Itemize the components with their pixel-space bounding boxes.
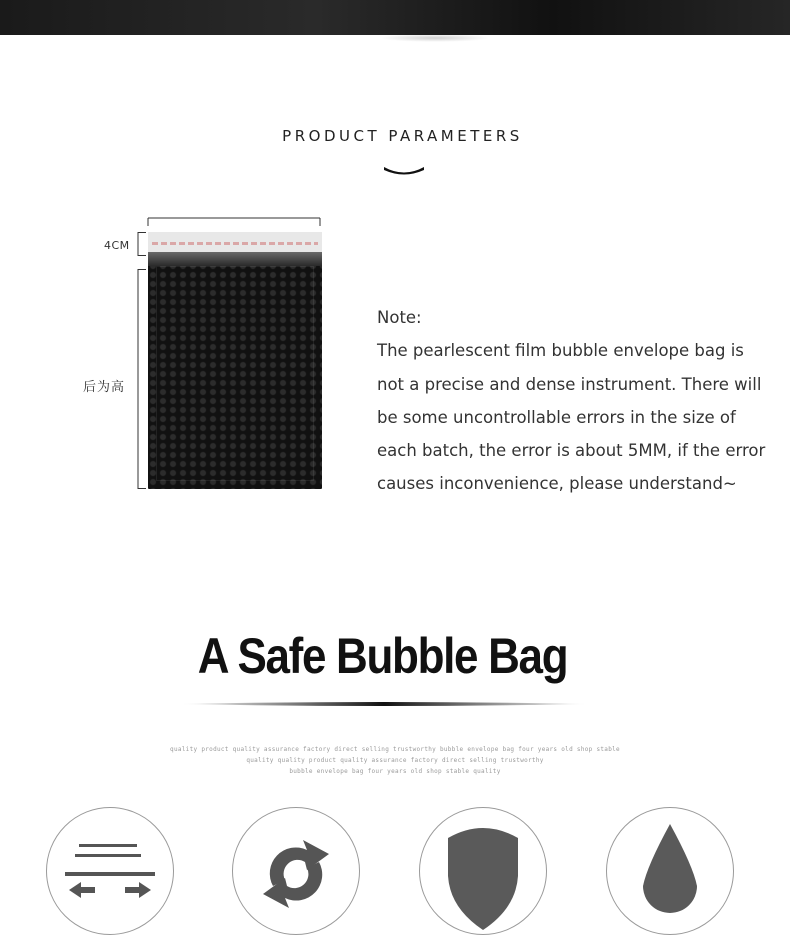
note-line: The pearlescent film bubble envelope bag is [377, 341, 744, 361]
banner-shadow [380, 34, 490, 42]
section-title: PRODUCT PARAMETERS [282, 127, 523, 145]
feature-circle-waterproof [46, 807, 174, 935]
feature-circle-recycle [232, 807, 360, 935]
note-line: causes inconvenience, please understand~ [377, 474, 737, 494]
headline-underline [180, 701, 588, 707]
chevron-down-icon [382, 164, 426, 176]
water-drop-icon [607, 808, 733, 934]
recycle-arrows-icon [233, 808, 359, 934]
adhesive-strip [148, 232, 322, 253]
fine-print-line: quality quality product quality assurance factory direct selling trustworthy [246, 757, 544, 764]
width-dimension-line [147, 217, 321, 227]
note-line: not a precise and dense instrument. There will [377, 374, 762, 394]
note-line: be some uncontrollable errors in the size of [377, 407, 736, 427]
height-dimension-bracket [137, 269, 147, 489]
fine-print-line: quality product quality assurance factory direct selling trustworthy bubble envelope bag four years old shop stable [170, 746, 620, 753]
waterproof-lines-icon [47, 808, 173, 934]
bubble-envelope-image [148, 252, 322, 489]
strip-dimension-bracket [137, 232, 147, 256]
feature-headline: A Safe Bubble Bag [197, 628, 568, 684]
top-banner-image [0, 0, 790, 35]
feature-circle-drop [606, 807, 734, 935]
height-label: 后为高 [83, 380, 126, 395]
note-line: Note: [377, 308, 422, 327]
fine-print-line: bubble envelope bag four years old shop stable quality [289, 768, 501, 775]
shield-icon [420, 808, 546, 934]
note-line: each batch, the error is about 5MM, if the error [377, 441, 766, 461]
size-note [377, 301, 777, 501]
feature-circle-shield [419, 807, 547, 935]
strip-height-label: 4CM [104, 239, 130, 252]
